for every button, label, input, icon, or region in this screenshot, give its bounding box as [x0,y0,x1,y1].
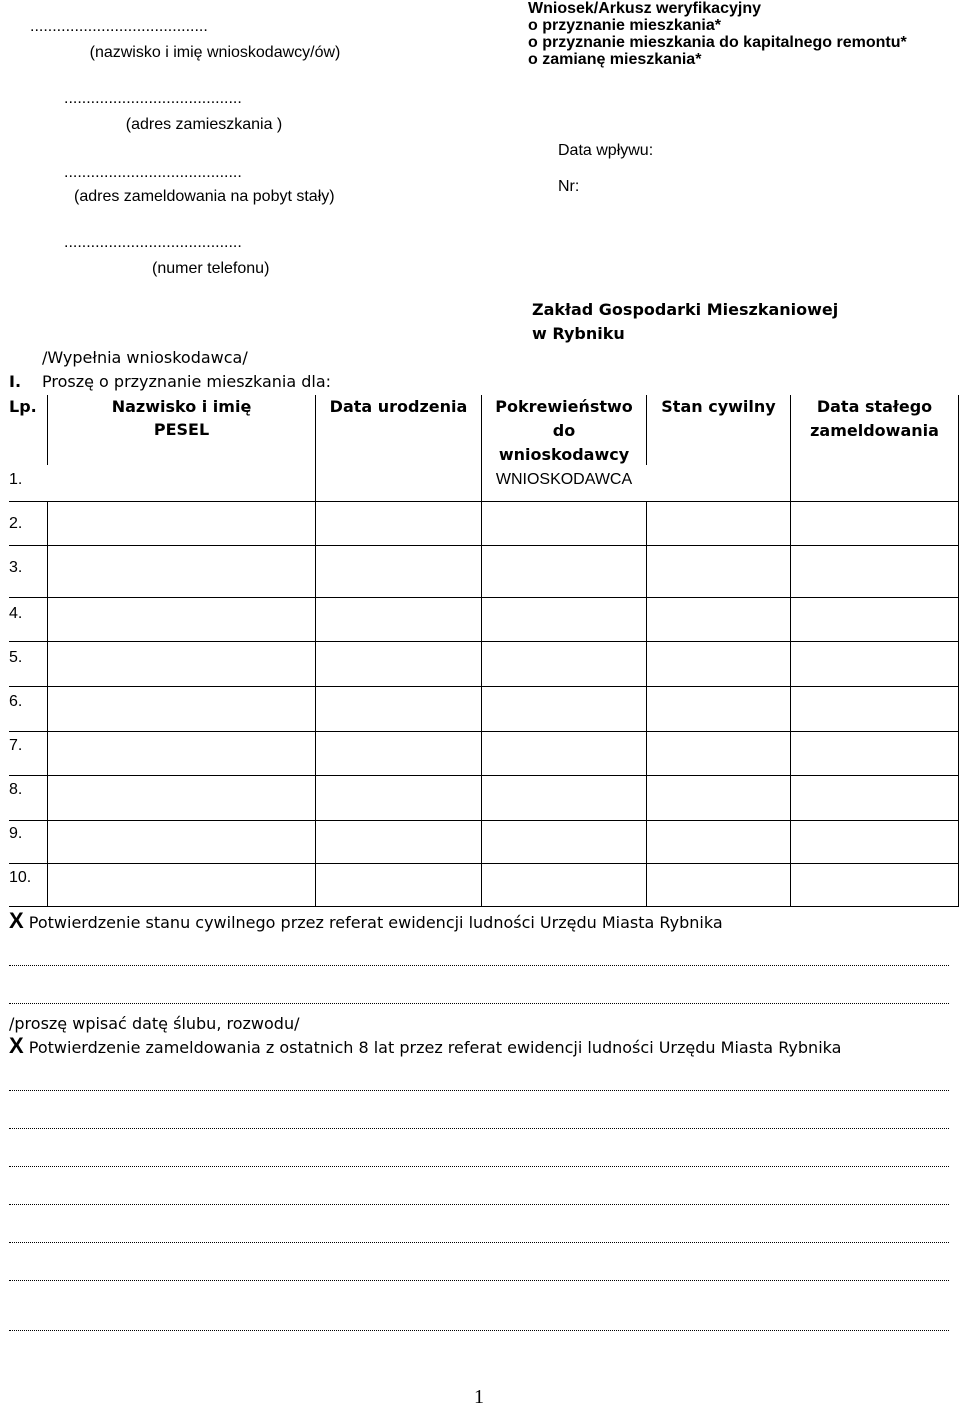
col-divider-right [958,395,959,907]
header-registration-line2: zameldowania [810,421,939,440]
row-number: 9. [9,825,23,842]
form-title-line2: o przyznanie mieszkania* [528,17,721,34]
fill-line[interactable] [9,1126,949,1129]
row-line [9,501,959,502]
fill-line[interactable] [9,1088,949,1091]
civil-status-confirmation [9,908,723,934]
section-title: Proszę o przyznanie mieszkania dla: [42,372,332,391]
address-dots[interactable]: ........................................ [64,90,242,107]
row-line [9,863,959,864]
row-line [9,686,959,687]
row-number: 2. [9,515,23,532]
phone-dots[interactable]: ........................................ [64,234,242,251]
addressee-line2: w Rybniku [532,324,625,343]
section-number: I. [9,372,22,391]
fill-line[interactable] [9,1278,949,1281]
header-name-line2: PESEL [153,420,210,439]
received-date-label: Data wpływu: [558,142,654,159]
registered-address-label: (adres zameldowania na pobyt stały) [74,188,335,205]
row-line [9,775,959,776]
fill-line[interactable] [9,1001,949,1004]
registration-confirmation [9,1033,841,1059]
registration-text: Potwierdzenie zameldowania z ostatnich 8 lat przez referat ewidencji ludności Urzędu Miasta Rybnika [28,1038,842,1057]
civil-status-text: Potwierdzenie stanu cywilnego przez referat ewidencji ludności Urzędu Miasta Rybnika [28,913,723,932]
header-birth: Data urodzenia [329,397,468,416]
page-number: 1 [474,1386,484,1408]
household-table [0,395,960,907]
registered-address-dots[interactable]: ........................................ [64,164,242,181]
phone-label: (numer telefonu) [152,260,270,277]
date-note: /proszę wpisać datę ślubu, rozwodu/ [9,1014,300,1033]
fill-line[interactable] [9,963,949,966]
x-mark-icon: X [9,908,24,933]
fill-line[interactable] [9,1164,949,1167]
form-title-line1: Wniosek/Arkusz weryfikacyjny [528,0,761,17]
addressee-line1: Zakład Gospodarki Mieszkaniowej [532,300,839,319]
form-title-line4: o zamianę mieszkania* [528,51,702,68]
applicant-name-label: (nazwisko i imię wnioskodawcy/ów) [89,44,341,61]
col-divider-name [315,395,316,907]
row-number: 10. [9,869,32,886]
address-label: (adres zamieszkania ) [125,116,283,133]
row-line [9,545,959,546]
x-mark-icon: X [9,1033,24,1058]
registry-number-label: Nr: [558,178,580,195]
col-divider-lp-lower [47,502,48,907]
filled-by-note: /Wypełnia wnioskodawca/ [42,348,248,367]
row-number: 8. [9,781,23,798]
row1-relation: WNIOSKODAWCA [495,471,633,488]
fill-line[interactable] [9,1328,949,1331]
row-line [9,597,959,598]
header-relation-line2: do [552,421,576,440]
row-line [9,641,959,642]
col-divider-civil [790,395,791,907]
row-number: 4. [9,605,23,622]
row-number: 5. [9,649,23,666]
row-number: 6. [9,693,23,710]
fill-line[interactable] [9,1240,949,1243]
form-title-line3: o przyznanie mieszkania do kapitalnego remontu* [528,34,907,51]
row-number: 7. [9,737,23,754]
header-name-line1: Nazwisko i imię [111,397,252,416]
row-line [9,906,959,907]
header-civil-status: Stan cywilny [661,397,776,416]
row-line [9,820,959,821]
header-relation-line3: wnioskodawcy [498,445,630,464]
header-registration-line1: Data stałego [816,397,933,416]
row-number: 1. [9,471,23,488]
header-relation-line1: Pokrewieństwo [495,397,633,416]
col-divider-relation-lower [646,502,647,907]
applicant-name-dots[interactable]: ........................................ [30,18,208,35]
row-line [9,731,959,732]
header-lp: Lp. [9,397,37,416]
fill-line[interactable] [9,1202,949,1205]
row-number: 3. [9,559,23,576]
